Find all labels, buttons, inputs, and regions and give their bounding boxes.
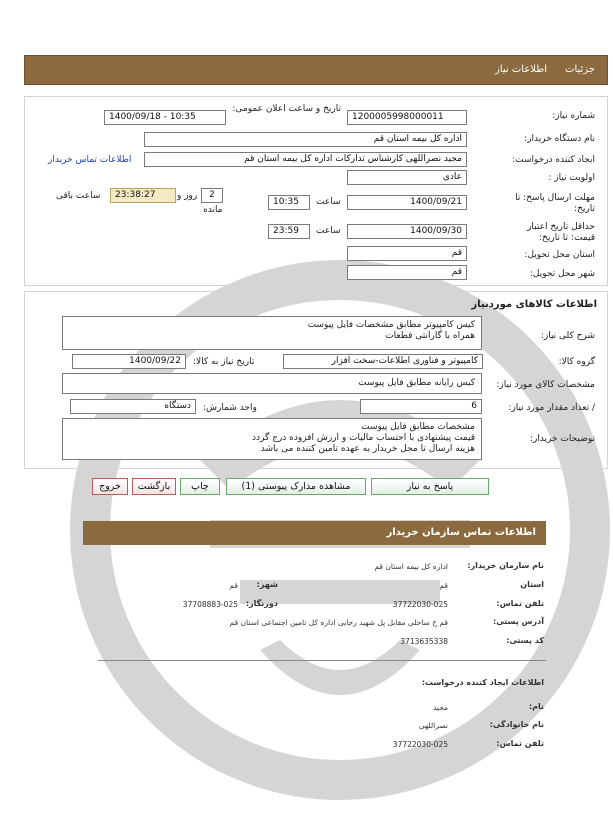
remaining-label-a: ساعت باقی <box>56 191 101 201</box>
contact-phone-value: 37722030-025 <box>392 600 448 609</box>
contact-divider <box>98 660 546 661</box>
postal-code-label: کد پستی: <box>506 636 544 645</box>
announce-date-field: 1400/09/18 - 10:35 <box>104 110 226 125</box>
attachments-button[interactable]: مشاهده مدارک پیوستی (1) <box>226 478 366 495</box>
creator-family-label: نام خانوادگی: <box>489 720 544 729</box>
province-field: قم <box>347 246 467 261</box>
days-label: روز و <box>177 191 198 201</box>
deadline-time-label: ساعت <box>316 197 341 207</box>
priority-label: اولویت نیاز : <box>548 173 595 183</box>
city-field: قم <box>347 265 467 280</box>
contact-city-value: قم <box>229 581 238 590</box>
creator-family-value: نصراللهی <box>418 721 448 730</box>
unit-label: واحد شمارش: <box>203 403 257 413</box>
creator-name-value: مجید <box>432 703 448 712</box>
address-label: آدرس پستی: <box>493 617 544 626</box>
contact-phone-label: تلفن تماس: <box>496 599 544 608</box>
fax-label: دورنگار: <box>245 599 278 608</box>
org-name-value: اداره کل بیمه استان قم <box>374 562 448 571</box>
creator-label: ایجاد کننده درخواست: <box>512 155 595 165</box>
quantity-label: / تعداد مقدار مورد نیاز: <box>508 403 595 413</box>
time-remaining-field: 23:38:27 <box>110 188 176 203</box>
price-valid-time-label: ساعت <box>316 226 341 236</box>
price-valid-time-field: 23:59 <box>268 224 310 239</box>
summary-field: کیس کامپیوتر مطابق مشخصات فایل پیوست همراه با گارانتی قطعات <box>62 316 482 350</box>
goods-section-title: اطلاعات کالاهای موردنیاز <box>471 299 597 310</box>
contact-province-value: قم <box>439 581 448 590</box>
page-header-bar <box>24 55 608 85</box>
city-label: شهر محل تحویل: <box>529 269 595 279</box>
group-label: گروه کالا: <box>558 357 595 367</box>
buyer-notes-field: مشخصات مطابق فایل پیوست قیمت پیشنهادی با احتساب مالیات و ارزش افزوده درج گردد هزینه ارسال تا محل خریدار به عهده تامین کننده می باشد <box>62 418 482 460</box>
priority-field: عادی <box>347 170 467 185</box>
buyer-notes-label: توضیحات خریدار: <box>529 434 595 444</box>
deadline-time-field: 10:35 <box>268 195 310 210</box>
need-number-label: شماره نیاز: <box>552 111 595 121</box>
print-button[interactable]: چاپ <box>180 478 220 495</box>
org-name-label: نام سازمان خریدار: <box>467 561 544 570</box>
reply-button[interactable]: پاسخ به نیاز <box>371 478 489 495</box>
group-field: کامپیوتر و فناوری اطلاعات-سخت افزار <box>283 354 483 369</box>
announce-date-label: تاریخ و ساعت اعلان عمومی: <box>232 104 341 114</box>
need-date-label: تاریخ نیاز به کالا: <box>193 357 255 367</box>
creator-phone-label: تلفن تماس: <box>496 739 544 748</box>
back-button[interactable]: بازگشت <box>132 478 176 495</box>
exit-button[interactable]: خروج <box>92 478 128 495</box>
creator-info-title: اطلاعات ایجاد کننده درخواست: <box>421 678 544 687</box>
contact-city-label: شهر: <box>256 580 278 589</box>
need-number-field: 1200005998000011 <box>347 110 467 125</box>
summary-label: شرح کلی نیاز: <box>540 331 595 341</box>
unit-field: دستگاه <box>70 399 196 414</box>
days-remaining-field: 2 <box>201 188 223 203</box>
price-valid-label: حداقل تاریخ اعتبار قیمت: تا تاریخ: <box>527 222 595 243</box>
deadline-date-field: 1400/09/21 <box>347 195 467 210</box>
tab-need-info[interactable]: اطلاعات نیاز <box>495 64 547 75</box>
deadline-label: مهلت ارسال پاسخ: تا تاریخ: <box>515 193 595 214</box>
price-valid-date-field: 1400/09/30 <box>347 224 467 239</box>
fax-value: 37708883-025 <box>182 600 238 609</box>
contact-section-bar <box>83 521 546 545</box>
specs-field: کیس رایانه مطابق فایل پیوست <box>62 373 482 394</box>
creator-field: مجید نصراللهی کارشناس تدارکات اداره کل بیمه استان قم <box>144 152 467 167</box>
creator-phone-value: 37722030-025 <box>392 740 448 749</box>
remaining-label-b: مانده <box>203 205 223 215</box>
buyer-org-label: نام دستگاه خریدار: <box>524 134 595 144</box>
province-label: استان محل تحویل: <box>524 250 595 260</box>
specs-label: مشخصات کالای مورد نیاز: <box>496 380 595 390</box>
creator-name-label: نام: <box>528 702 544 711</box>
buyer-org-field: اداره کل بیمه استان قم <box>144 132 467 147</box>
postal-code-value: 3713635338 <box>400 637 448 646</box>
quantity-field: 6 <box>360 399 482 414</box>
contact-province-label: استان <box>520 580 544 589</box>
need-date-field: 1400/09/22 <box>72 354 186 369</box>
tab-details[interactable]: جزئیات <box>565 64 595 75</box>
buyer-contact-link[interactable]: اطلاعات تماس خریدار <box>48 155 132 165</box>
contact-section-title: اطلاعات تماس سازمان خریدار <box>386 527 536 538</box>
address-value: قم خ ساحلی مقابل پل شهید رجایی اداره کل تامین اجتماعی استان قم <box>229 618 448 627</box>
